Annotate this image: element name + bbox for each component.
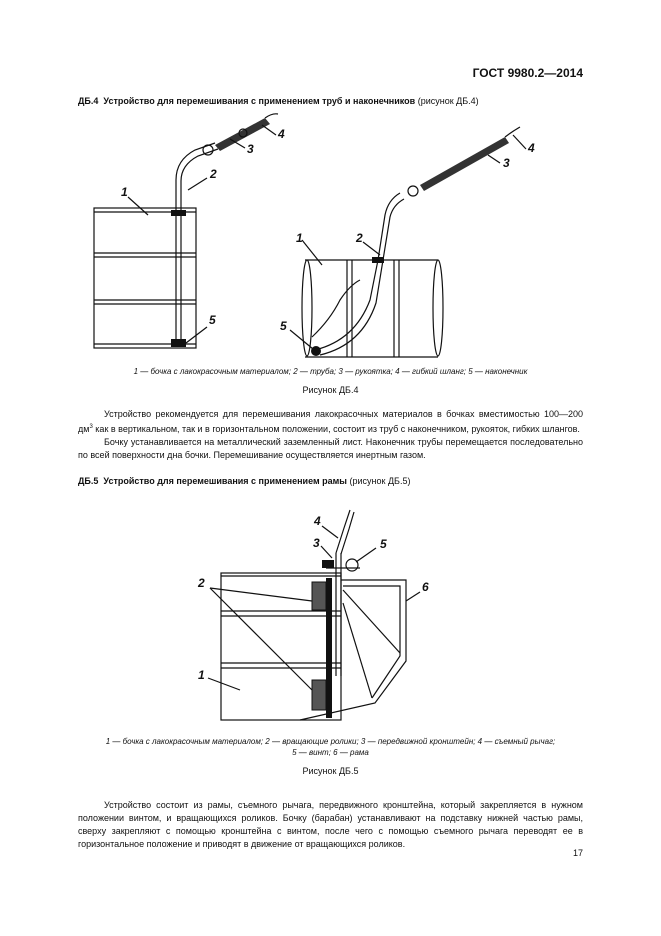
section-d5-number: ДБ.5 — [78, 476, 99, 486]
standard-header: ГОСТ 9980.2—2014 — [472, 66, 583, 80]
section-d4-ref: (рисунок ДБ.4) — [417, 96, 479, 106]
fig-d4-label-2b: 2 — [356, 231, 363, 245]
fig-d4-label-1b: 1 — [296, 231, 303, 245]
fig-d4-label-5b: 5 — [280, 319, 287, 333]
paragraph-d4-1-text: Устройство рекомендуется для перемешивания лакокрасочных материалов в бочках вместимостью 100—200 дм — [78, 409, 583, 434]
section-d5-heading — [78, 476, 410, 486]
fig-d5-label-1: 1 — [198, 668, 205, 682]
fig-d4-label-3b: 3 — [503, 156, 510, 170]
figure-d5-drawing — [0, 498, 661, 733]
fig-d5-label-5: 5 — [380, 537, 387, 551]
rollers — [312, 578, 332, 718]
fig-d4-label-1a: 1 — [121, 185, 128, 199]
paragraph-d5-1: Устройство состоит из рамы, съемного рычага, передвижного кронштейна, который закрепляется в нужном положении винтом, и вращающихся роликов. Бочку (барабан) устанавливают на подставку нижней частью рамы, сверху закрепляют с помощью кронштейна с винтом, после чего с помощью съемного рычага переводят ее в горизонтальное положение и приводят в движение от вращающихся роликов. — [78, 800, 583, 849]
paragraph-d4-1-rest: как в вертикальном, так и в горизонтальном положении, состоит из труб с наконечником, рукояток, гибких шлангов. — [92, 424, 580, 434]
horizontal-pipe — [311, 127, 520, 356]
fig-d4-label-5a: 5 — [209, 313, 216, 327]
fig-d4-label-4a: 4 — [278, 127, 285, 141]
fig-d5-label-4: 4 — [314, 514, 321, 528]
fig-d4-label-4b: 4 — [528, 141, 535, 155]
vertical-pipe — [171, 114, 278, 347]
paragraph-d4-1 — [78, 408, 583, 436]
figure-d5-caption: Рисунок ДБ.5 — [302, 766, 359, 776]
figure-d4-caption: Рисунок ДБ.4 — [302, 385, 359, 395]
section-d5-ref: (рисунок ДБ.5) — [349, 476, 411, 486]
fig-d4-label-3a: 3 — [247, 142, 254, 156]
paragraph-d5 — [78, 799, 583, 851]
paragraph-d4-2: Бочку устанавливается на металлический заземленный лист. Наконечник трубы перемещается последовательно по всей поверхности дна бочки. Перемешивание осуществляется инертным газом. — [78, 437, 583, 460]
section-d4-number: ДБ.4 — [78, 96, 99, 106]
fig-d5-label-6: 6 — [422, 580, 429, 594]
fig-d5-label-3: 3 — [313, 536, 320, 550]
fig-d4-label-2a: 2 — [210, 167, 217, 181]
figure-d4-legend: 1 — бочка с лакокрасочным материалом; 2 — труба; 3 — рукоятка; 4 — гибкий шланг; 5 — наконечник — [133, 367, 528, 376]
page-number: 17 — [572, 848, 583, 858]
fig-d5-label-2: 2 — [198, 576, 205, 590]
section-d4-title: Устройство для перемешивания с применением труб и наконечников — [103, 96, 416, 106]
figure-d4-drawing — [0, 105, 661, 365]
figure-d5-legend-1: 1 — бочка с лакокрасочным материалом; 2 — вращающие ролики; 3 — передвижной кронштейн; 4 — съемный рычаг; — [105, 737, 556, 746]
paragraph-d4 — [78, 408, 583, 462]
paragraph-d4-1-sup: 3 — [89, 424, 93, 430]
figure-d4-leaders — [128, 125, 526, 349]
horizontal-barrel — [302, 260, 443, 357]
section-d5-title: Устройство для перемешивания с применением рамы — [103, 476, 347, 486]
figure-d5-legend-2: 5 — винт; 6 — рама — [292, 748, 369, 757]
